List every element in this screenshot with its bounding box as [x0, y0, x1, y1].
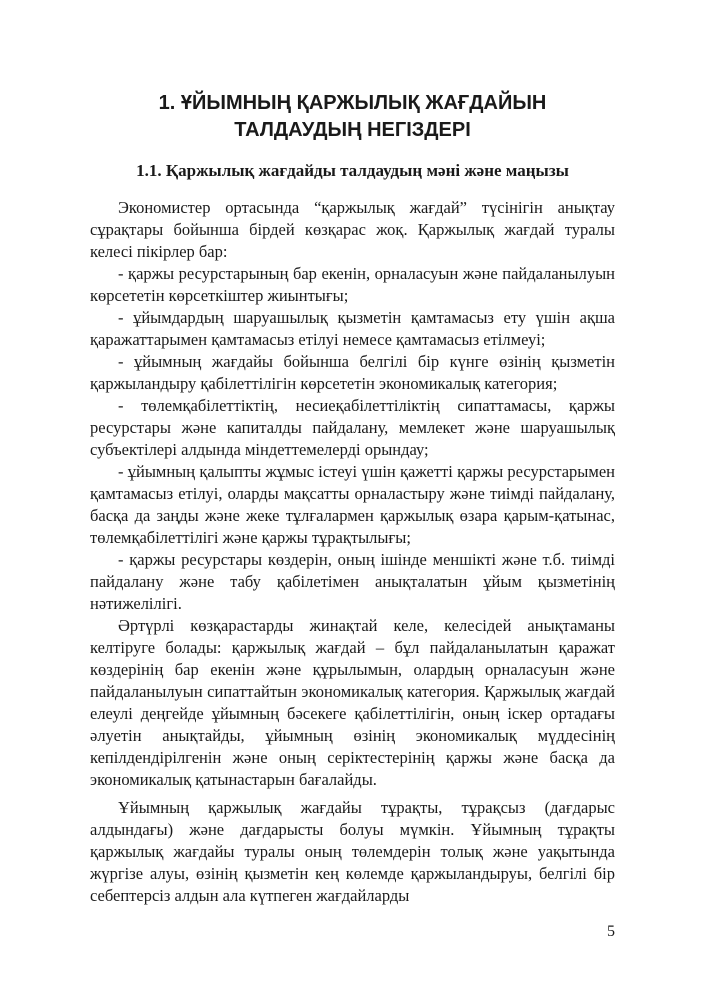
list-item: - ұйымдардың шаруашылық қызметін қамтамасыз ету үшін ақша қаражаттарымен қамтамасыз етілуі немесе қамтамасыз етілмеуі;: [90, 308, 615, 349]
section-title: 1.1. Қаржылық жағдайды талдаудың мәні және маңызы: [136, 161, 569, 180]
page-number: 5: [607, 923, 615, 940]
list-item: - ұйымның қалыпты жұмыс істеуі үшін қажетті қаржы ресурстарымен қамтамасыз етілуі, оларды мақсатты орналастыру және тиімді пайдалану, басқа да заңды және жеке тұлғалармен қаржылық өзара қарым-қатынас, төлемқабілеттілігі және қаржы тұрақтылығы;: [90, 462, 615, 547]
chapter-title: [60, 90, 645, 144]
paragraph-intro: Экономистер ортасында “қаржылық жағдай” түсінігін анықтау сұрақтары бойынша бірдей көзқарас жоқ. Қаржылық жағдай туралы келесі пікірлер бар:: [90, 198, 615, 261]
chapter-title-line-2: ТАЛДАУДЫҢ НЕГІЗДЕРІ: [234, 119, 471, 141]
list-item: - төлемқабілеттіктің, несиеқабілеттіліктің сипаттамасы, қаржы ресурстары және капиталды пайдалану, мемлекет және шаруашылық субъектілері алдында міндеттемелерді орындау;: [90, 396, 615, 459]
paragraph-stability: Ұйымның қаржылық жағдайы тұрақты, тұрақсыз (дағдарыс алдындағы) және дағдарысты болуы мүмкін. Ұйымның тұрақты қаржылық жағдайы туралы оның төлемдерін толық және уақытында жүргізе алуы, өзінің қызметін кең көлемде қаржыландыруы, белгілі бір себептерсіз алдын ала күтпеген жағдайларды: [90, 798, 615, 905]
chapter-title-line-1: 1. ҰЙЫМНЫҢ ҚАРЖЫЛЫҚ ЖАҒДАЙЫН: [158, 92, 547, 114]
list-item: - қаржы ресурстары көздерін, оның ішінде меншікті және т.б. тиімді пайдалану және табу қабілетімен анықталатын ұйым қызметінің нәтижелілігі.: [90, 550, 615, 613]
body-text: [90, 197, 615, 907]
list-item: - қаржы ресурстарының бар екенін, орналасуын және пайдаланылуын көрсететін көрсеткіштер жиынтығы;: [90, 264, 615, 305]
list-item: - ұйымның жағдайы бойынша белгілі бір күнге өзінің қызметін қаржыландыру қабілеттілігін көрсететін экономикалық категория;: [90, 352, 615, 393]
paragraph-definition: Әртүрлі көзқарастарды жинақтай келе, келесідей анықтаманы келтіруге болады: қаржылық жағдай – бұл пайдаланылатын қаражат көздерінің бар екенін және құрылымын, олардың орналасуын және пайдаланылуын сипаттайтын экономикалық категория. Қаржылық жағдай елеулі деңгейде ұйымның бәсекеге қабілеттілігін, оның іскер ортадағы әлуетін анықтайды, ұйымның өзінің экономикалық мүддесінің кепілдендірілгенін және оның серіктестерінің қаржы және басқа да экономикалық қатынастарын бағалайды.: [90, 616, 615, 789]
